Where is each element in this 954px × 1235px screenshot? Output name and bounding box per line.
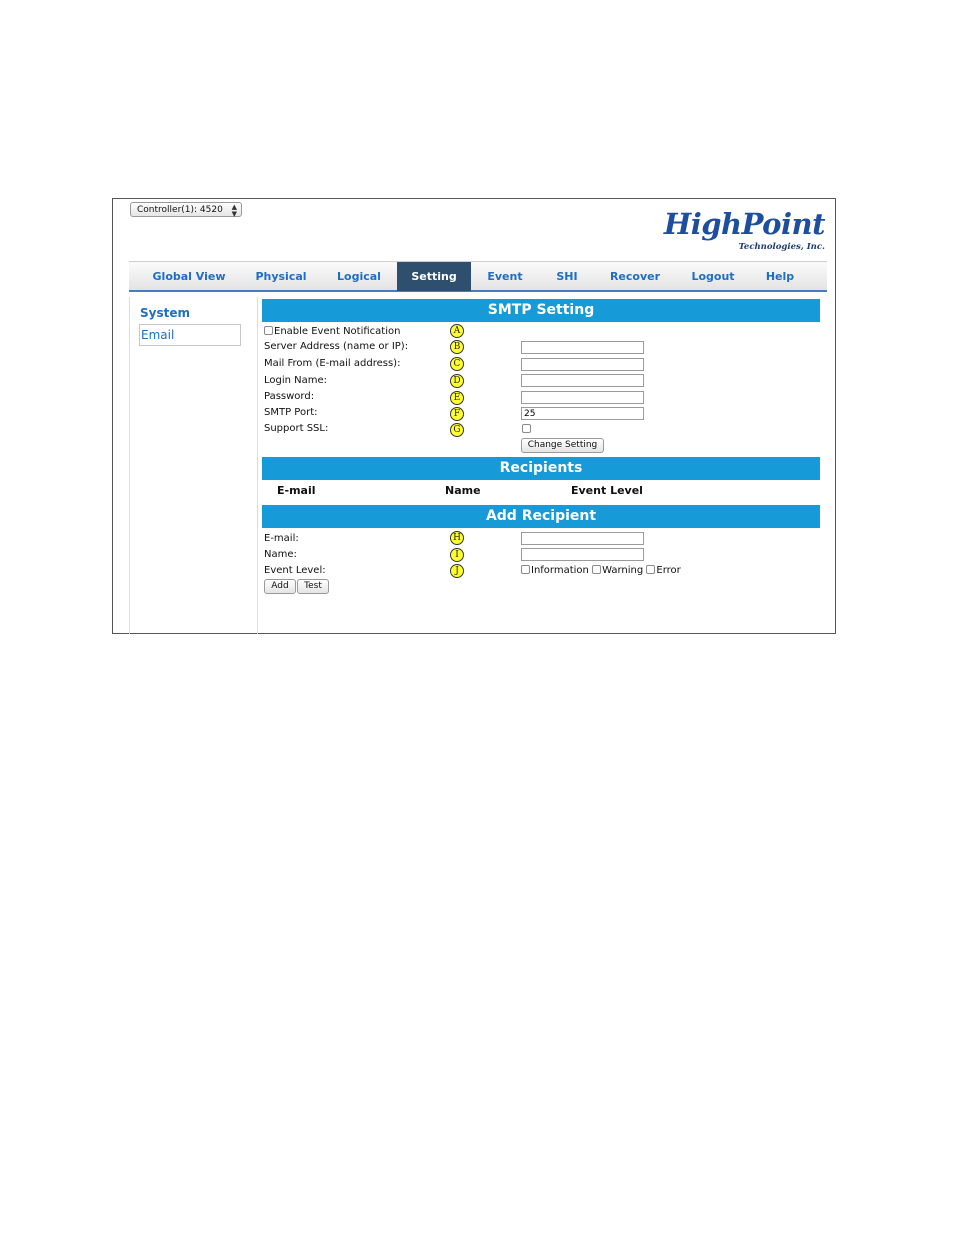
- marker-i-icon: I: [450, 548, 464, 562]
- logo-wordmark: HighPoint: [663, 207, 825, 241]
- recipients-col-name: Name: [445, 484, 481, 497]
- app-window: [112, 198, 836, 634]
- test-button[interactable]: Test: [297, 579, 329, 594]
- password-label: Password:: [264, 391, 315, 402]
- recipient-email-input[interactable]: [521, 532, 644, 545]
- main-nav: [129, 261, 827, 292]
- recipient-email-label: E-mail:: [264, 533, 299, 544]
- tab-event[interactable]: Event: [487, 270, 523, 283]
- change-setting-button[interactable]: Change Setting: [521, 438, 604, 453]
- marker-j-icon: J: [450, 564, 464, 578]
- recipients-col-email: E-mail: [277, 484, 316, 497]
- marker-c-icon: C: [450, 357, 464, 371]
- event-level-options: [521, 565, 681, 576]
- marker-a-icon: A: [450, 324, 464, 338]
- smtp-port-input[interactable]: [521, 407, 644, 420]
- password-input[interactable]: [521, 391, 644, 404]
- recipient-name-label: Name:: [264, 549, 297, 560]
- login-name-label: Login Name:: [264, 375, 328, 386]
- select-arrows-icon: ▲ ▼: [231, 203, 237, 218]
- tab-setting[interactable]: Setting: [397, 262, 471, 291]
- marker-h-icon: H: [450, 531, 464, 545]
- controller-select[interactable]: [130, 202, 242, 217]
- marker-e-icon: E: [450, 391, 464, 405]
- sidebar-item-email[interactable]: Email: [139, 324, 241, 346]
- login-name-input[interactable]: [521, 374, 644, 387]
- marker-d-icon: D: [450, 374, 464, 388]
- highpoint-logo: [665, 207, 831, 255]
- level-warning-checkbox[interactable]: [592, 565, 601, 574]
- tab-global-view[interactable]: Global View: [152, 270, 226, 283]
- enable-notification-row: [264, 326, 400, 337]
- add-button[interactable]: Add: [264, 579, 296, 594]
- support-ssl-label: Support SSL:: [264, 423, 329, 434]
- level-information-label: Information: [531, 565, 589, 576]
- mail-from-input[interactable]: [521, 358, 644, 371]
- level-information-checkbox[interactable]: [521, 565, 530, 574]
- level-warning-label: Warning: [602, 565, 644, 576]
- tab-recover[interactable]: Recover: [609, 270, 661, 283]
- server-address-input[interactable]: [521, 341, 644, 354]
- recipients-col-event-level: Event Level: [571, 484, 643, 497]
- event-level-label: Event Level:: [264, 565, 326, 576]
- sidebar-item-system[interactable]: System: [140, 306, 190, 320]
- support-ssl-checkbox[interactable]: [522, 424, 531, 433]
- marker-f-icon: F: [450, 407, 464, 421]
- level-error-checkbox[interactable]: [646, 565, 655, 574]
- smtp-port-label: SMTP Port:: [264, 407, 318, 418]
- smtp-setting-header: SMTP Setting: [262, 299, 820, 322]
- tab-help[interactable]: Help: [765, 270, 795, 283]
- tab-logout[interactable]: Logout: [691, 270, 735, 283]
- recipient-name-input[interactable]: [521, 548, 644, 561]
- recipients-header: Recipients: [262, 457, 820, 480]
- tab-physical[interactable]: Physical: [255, 270, 307, 283]
- controller-select-value: Controller(1): 4520: [137, 205, 223, 215]
- enable-notification-label: Enable Event Notification: [274, 326, 401, 337]
- logo-tagline: Technologies, Inc.: [738, 242, 825, 252]
- mail-from-label: Mail From (E-mail address):: [264, 358, 401, 369]
- add-recipient-header: Add Recipient: [262, 505, 820, 528]
- tab-shi[interactable]: SHI: [556, 270, 578, 283]
- marker-g-icon: G: [450, 423, 464, 437]
- tab-logical[interactable]: Logical: [337, 270, 381, 283]
- marker-b-icon: B: [450, 340, 464, 354]
- enable-notification-checkbox[interactable]: [264, 326, 273, 335]
- sidebar: [129, 297, 258, 634]
- server-address-label: Server Address (name or IP):: [264, 341, 409, 352]
- level-error-label: Error: [656, 565, 681, 576]
